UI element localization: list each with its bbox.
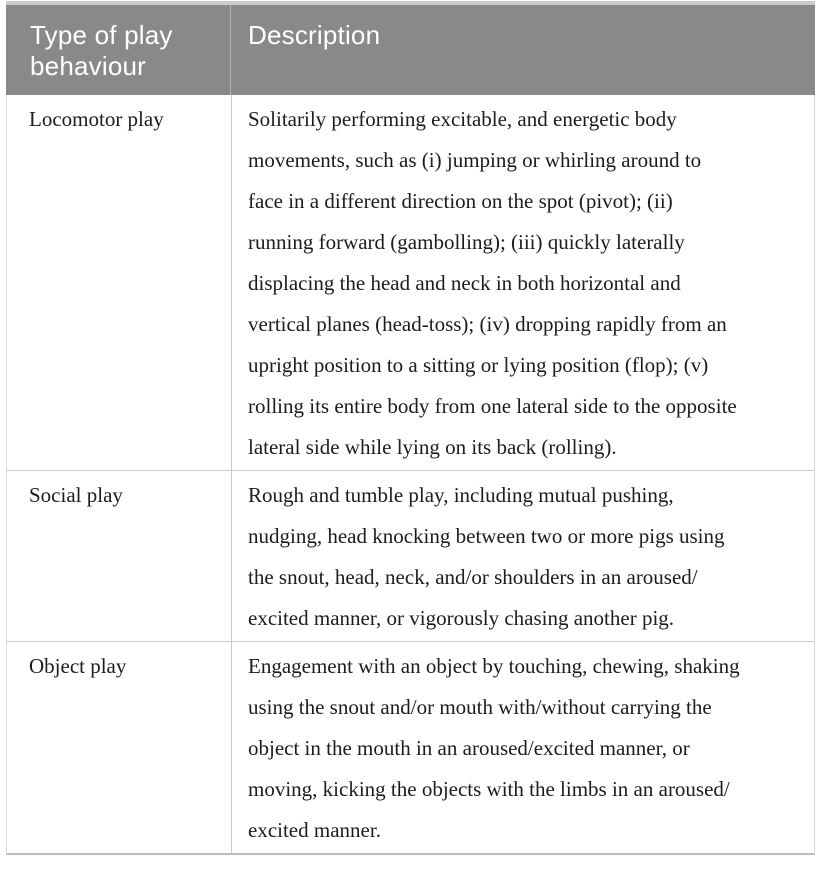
cell-play-type: Object play bbox=[29, 654, 127, 678]
description-line: lateral side while lying on its back (rolling). bbox=[248, 435, 617, 459]
description-line: running forward (gambolling); (iii) quickly laterally bbox=[248, 230, 685, 254]
description-line: the snout, head, neck, and/or shoulders in an aroused/ bbox=[248, 565, 698, 589]
description-line: Solitarily performing excitable, and energetic body bbox=[248, 107, 677, 131]
description-line: upright position to a sitting or lying position (flop); (v) bbox=[248, 353, 709, 377]
description-line: vertical planes (head-toss); (iv) dropping rapidly from an bbox=[248, 312, 727, 336]
description-line: face in a different direction on the spot (pivot); (ii) bbox=[248, 189, 673, 213]
table-row-locomotor-play bbox=[7, 95, 814, 471]
description-line: object in the mouth in an aroused/excited manner, or bbox=[248, 736, 690, 760]
description-line: movements, such as (i) jumping or whirling around to bbox=[248, 148, 702, 172]
header-type-of-play: Type of play behaviour bbox=[30, 20, 173, 81]
description-line: using the snout and/or mouth with/without carrying the bbox=[248, 695, 712, 719]
cell-play-type: Social play bbox=[29, 483, 123, 507]
table-header-row bbox=[6, 1, 815, 95]
description-line: Engagement with an object by touching, chewing, shaking bbox=[248, 654, 740, 678]
description-line: moving, kicking the objects with the limbs in an aroused/ bbox=[248, 777, 730, 801]
cell-description bbox=[231, 471, 814, 641]
play-behaviour-table bbox=[6, 1, 815, 855]
description-line: excited manner. bbox=[248, 818, 381, 842]
cell-description bbox=[231, 95, 814, 470]
description-line: displacing the head and neck in both horizontal and bbox=[248, 271, 681, 295]
table-row-social-play bbox=[7, 471, 814, 642]
description-line: Rough and tumble play, including mutual pushing, bbox=[248, 483, 674, 507]
cell-play-type: Locomotor play bbox=[29, 107, 164, 131]
description-line: nudging, head knocking between two or more pigs using bbox=[248, 524, 725, 548]
cell-description bbox=[231, 642, 814, 853]
header-description: Description bbox=[230, 5, 815, 95]
description-line: excited manner, or vigorously chasing another pig. bbox=[248, 606, 675, 630]
table-body bbox=[6, 95, 815, 855]
table-row-object-play bbox=[7, 642, 814, 853]
description-line: rolling its entire body from one lateral side to the opposite bbox=[248, 394, 737, 418]
